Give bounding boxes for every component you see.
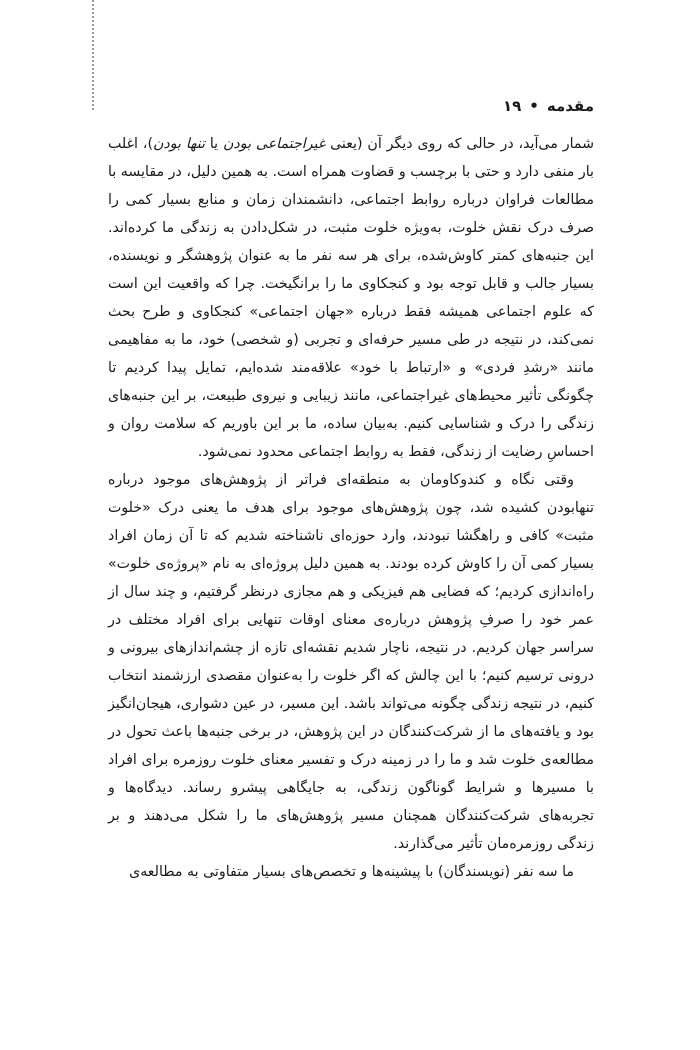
italic-term-2: تنها بودن [152, 136, 205, 152]
paragraph-1-start: شمار می‌آید، در حالی که روی دیگر آن (یعنی [325, 136, 594, 152]
paragraph-2: وقتی نگاه و کندوکاومان به منطقه‌ای فراتر از پژوهش‌های موجود درباره تنهابودن کشیده شد، چون پژوهش‌های موجود برای هدف ما یعنی درک «خلوت مثبت» کافی و راهگشا نبودند، وارد حوزه‌ای ناشناخته شدیم که تا آن زمان افراد بسیار کمی آن را کاوش کرده بودند. به همین دلیل پروژه‌ای به نام «پروژه‌ی خلوت» راه‌اندازی کردیم؛ که فضایی هم فیزیکی و هم مجازی درنظر گرفتیم، و چند سال از عمر خود را صرفِ پژوهش درباره‌ی معنای اوقات تنهایی برای افراد مختلف در سراسر جهان کردیم. در نتیجه، ناچار شدیم نقشه‌ای تازه از چشم‌اندازهای بیرونی و درونی ترسیم کنیم؛ با این چالش که اگر خلوت را به‌عنوان مقصدی ارزشمند انتخاب کنیم، در نتیجه زندگی چگونه می‌تواند باشد. این مسیر، در عین دشواری، هیجان‌انگیز بود و یافته‌های ما از شرکت‌کنندگان در این پژوهش، در برخی جنبه‌ها باعث تحول در مطالعه‌ی خلوت شد و ما را در زمینه درک و تفسیر معنای خلوت روزمره برای افراد با مسیرها و شرایط گوناگون زندگی، به جایگاهی پیشرو رساند. دیدگاه‌ها و تجربه‌های شرکت‌کنندگان همچنان مسیر پژوهش‌های ما را شکل می‌دهند و بر زندگی روزمره‌مان تأثیر می‌گذارند. [108, 472, 594, 852]
page-number: ۱۹ [502, 97, 522, 115]
body-text [108, 130, 594, 886]
margin-dotted-rule [92, 0, 94, 110]
paragraph-1-rest: )، اغلب بار منفی دارد و حتی با برچسب و قضاوت همراه است. به همین دلیل، در مقایسه با مطالعات فراوان درباره روابط اجتماعی، دانشمندان زمان و منابع بسیار کمی را صرف درک نقش خلوت، به‌ویژه خلوت مثبت، در شکل‌دادن به زندگی ما کرده‌اند. این جنبه‌های کمتر کاوش‌شده، برای هر سه نفر ما به عنوان پژوهشگر و نویسنده، بسیار جالب و قابل توجه بود و کنجکاوی ما را برانگیخت. چرا که واقعیت این است که علوم اجتماعی همیشه فقط درباره «جهان اجتماعی» کنجکاوی و طرح بحث نمی‌کند، در نتیجه در طی مسیر حرفه‌ای و تجربی (و شخصی) خود، ما به مفاهیمی مانند «رشدِ فردی» و «ارتباط با خود» علاقه‌مند شده‌ایم، تمایل پیدا کردیم تا چگونگی تأثیر محیط‌های غیراجتماعی، مانند زیبایی و نیروی طبیعت، بر این جنبه‌های زندگی را درک و شناسایی کنیم. به‌بیان ساده، ما بر این باوریم که سلامت روان و احساسِ رضایت از زندگی، فقط به روابط اجتماعی محدود نمی‌شود. [108, 136, 594, 460]
chapter-title: مقدمه [546, 97, 594, 115]
paragraph-3: ما سه نفر (نویسندگان) با پیشینه‌ها و تخصص‌های بسیار متفاوتی به مطالعه‌ی [129, 864, 574, 880]
header-separator: • [529, 97, 539, 115]
paragraph-1-connector: یا [204, 136, 223, 152]
paragraph-1 [108, 130, 594, 466]
italic-term-1: غیراجتماعی بودن [223, 136, 326, 152]
running-head [503, 96, 594, 116]
